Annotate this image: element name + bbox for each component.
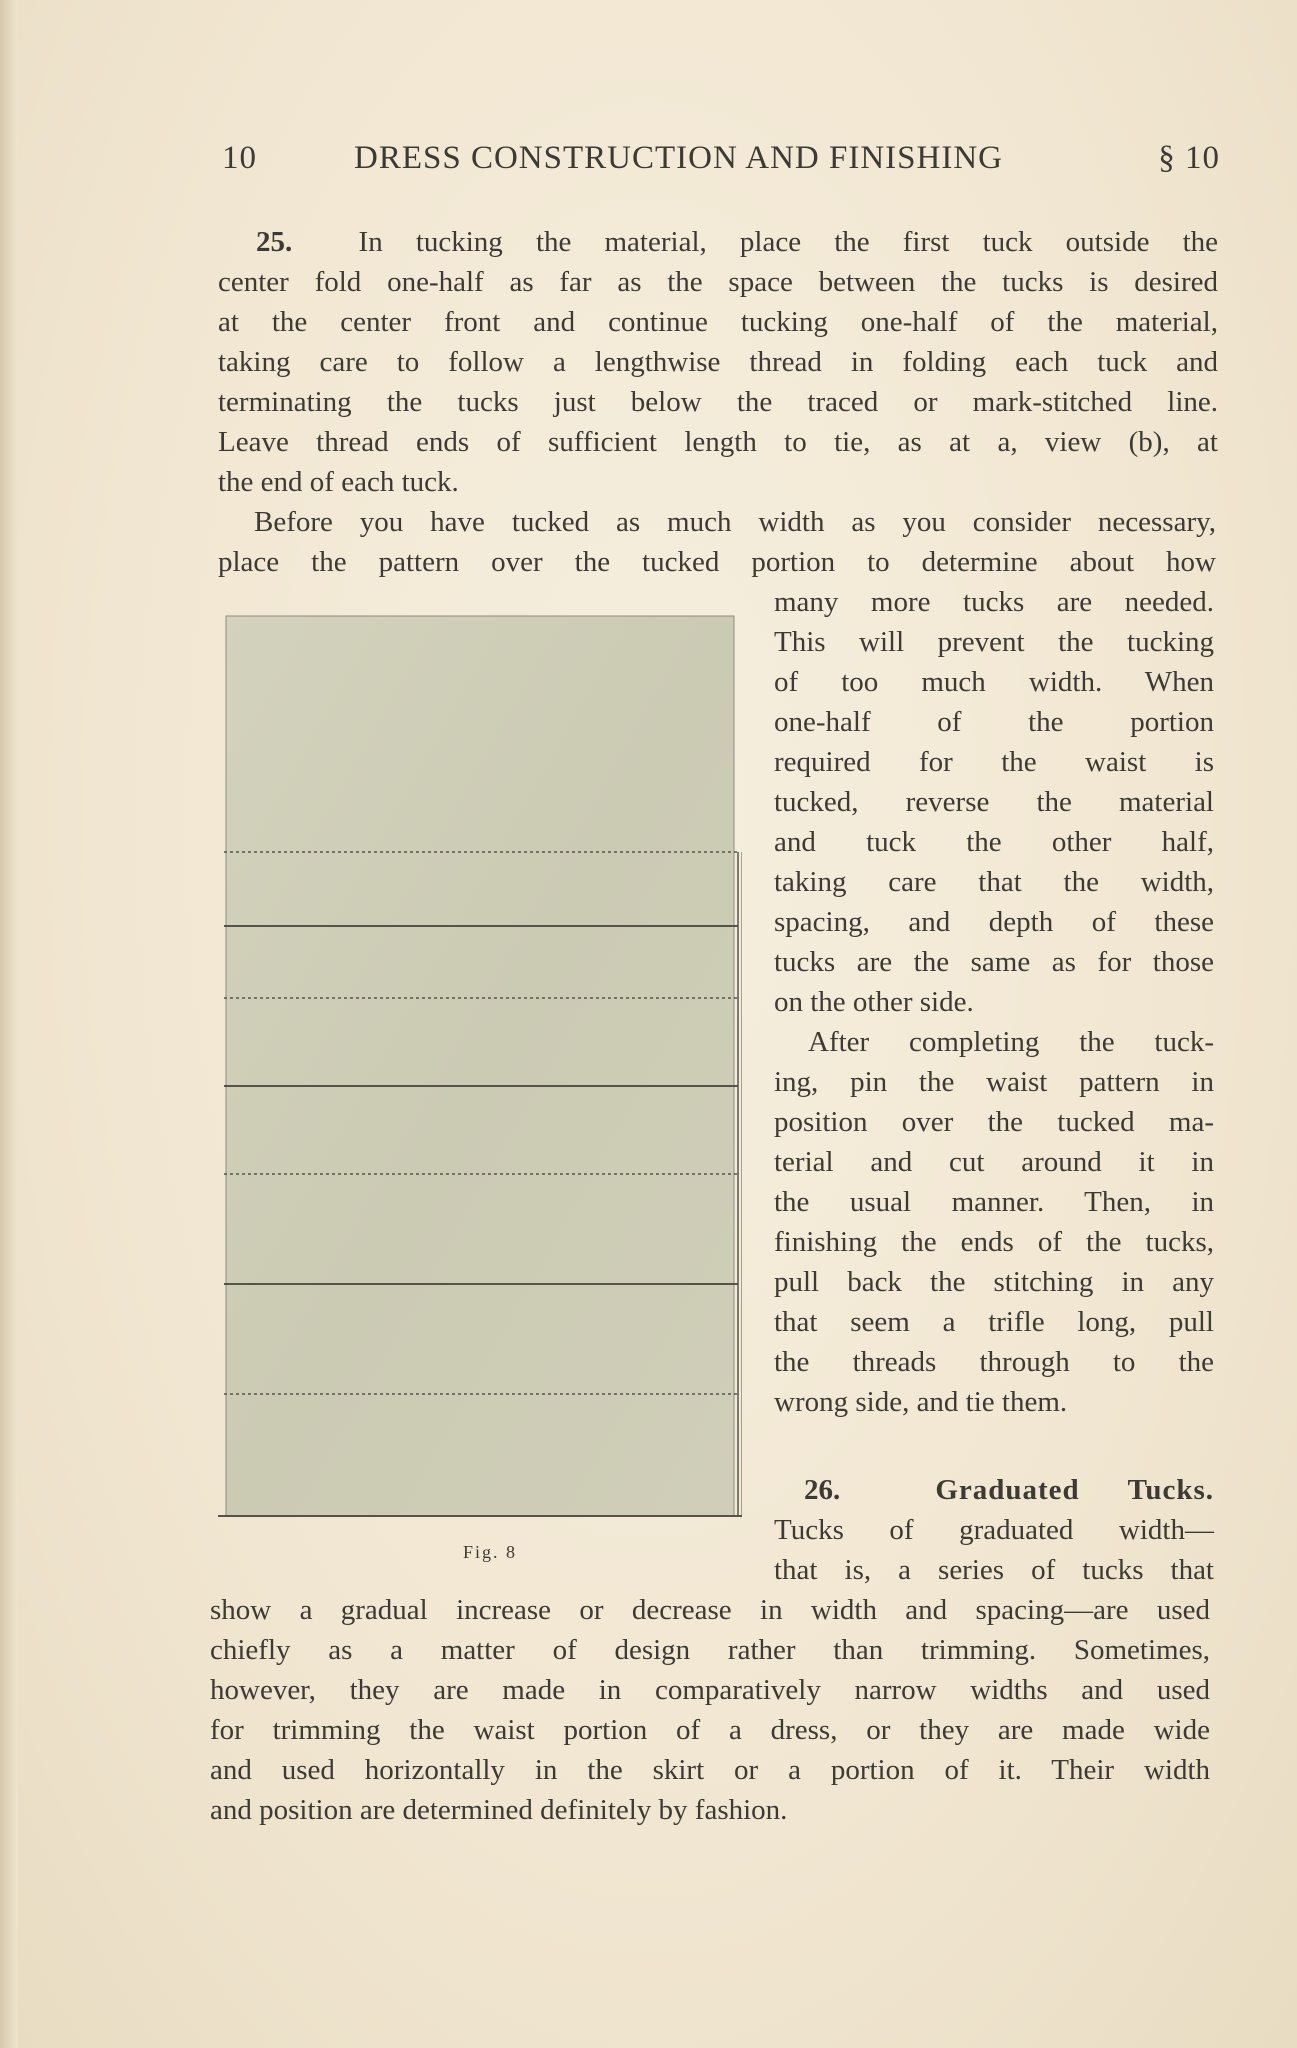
text-line: wrong side, and tie them. [774,1386,1068,1418]
text-line: for trimming the waist portion of a dress, or they are made wide [210,1714,1210,1746]
text-line: chiefly as a matter of design rather than trimming. Sometimes, [210,1634,1210,1666]
text-line: position over the tucked ma- [774,1106,1214,1138]
text-line: the usual manner. Then, in [774,1186,1214,1218]
paragraph-number: 25. [256,226,293,258]
section-heading: Graduated Tucks. [935,1474,1215,1506]
text-line: and position are determined definitely by fashion. [210,1794,788,1826]
text-line: and used horizontally in the skirt or a portion of it. Their width [210,1754,1210,1786]
text-line: tucks are the same as for those [774,946,1214,978]
text-line: on the other side. [774,986,974,1018]
text-line: Before you have tucked as much width as you consider necessary, [254,506,1216,538]
text-line: place the pattern over the tucked portion to determine about how [218,546,1216,578]
text-line: center fold one-half as far as the space between the tucks is desired [218,266,1218,298]
text-line: After completing the tuck- [808,1026,1214,1058]
text-line: and tuck the other half, [774,826,1214,858]
text-line: taking care to follow a lengthwise thread in folding each tuck and [218,346,1218,378]
side-column-text [774,582,1214,1422]
page-number: 10 [222,140,257,176]
text-line: pull back the stitching in any [774,1266,1214,1298]
text-line: 25. In tucking the material, place the first tuck outside the [256,226,1218,258]
text-line: This will prevent the tucking [774,626,1214,658]
text-line: many more tucks are needed. [774,586,1214,618]
text-line: of too much width. When [774,666,1214,698]
paragraph-25 [218,222,1218,502]
paragraph-number: 26. [804,1474,841,1506]
text-line: spacing, and depth of these [774,906,1214,938]
text-line: required for the waist is [774,746,1214,778]
running-header [222,140,1220,184]
text-line: the end of each tuck. [218,466,459,498]
page-edge [0,0,18,2048]
text-line: show a gradual increase or decrease in width and spacing—are used [210,1594,1210,1626]
text-line [774,1470,1214,1510]
text-line: Leave thread ends of sufficient length to tie, as at a, view (b), at [218,426,1218,458]
paragraph-26-head [774,1470,1214,1590]
text-line: at the center front and continue tucking one-half of the material, [218,306,1218,338]
text-line: finishing the ends of the tucks, [774,1226,1214,1258]
text-line: Tucks of graduated width— [774,1514,1214,1546]
text-line: however, they are made in comparatively narrow widths and used [210,1674,1210,1706]
text-line: the threads through to the [774,1346,1214,1378]
section-mark: § 10 [1158,140,1220,176]
text-line: terial and cut around it in [774,1146,1214,1178]
text-line: terminating the tucks just below the traced or mark-stitched line. [218,386,1218,418]
fabric-swatch [226,616,734,1516]
paragraph-before [218,502,1216,582]
text-line: taking care that the width, [774,866,1214,898]
figure-8-tucks-illustration [218,612,742,1524]
text-line: that seem a trifle long, pull [774,1306,1214,1338]
text-line: that is, a series of tucks that [774,1554,1214,1586]
text-line: ing, pin the waist pattern in [774,1066,1214,1098]
figure-caption: Fig. 8 [463,1542,518,1562]
running-title: DRESS CONSTRUCTION AND FINISHING [354,140,1003,176]
paragraph-26 [210,1590,1210,1830]
text-line: tucked, reverse the material [774,786,1214,818]
text-line: one-half of the portion [774,706,1214,738]
